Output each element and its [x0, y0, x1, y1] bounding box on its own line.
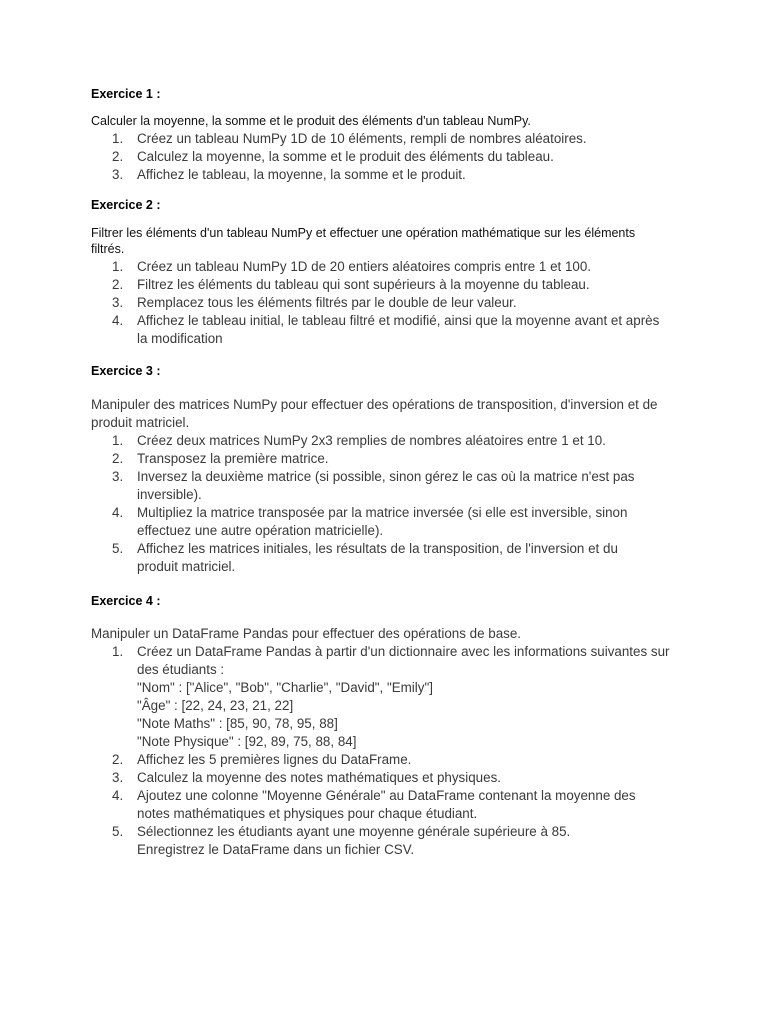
exercise-1-intro: Calculer la moyenne, la somme et le produit des éléments d'un tableau NumPy. — [91, 114, 531, 128]
list-item: 4. Affichez le tableau initial, le tableau filtré et modifié, ainsi que la moyenne avant et après la modification — [112, 313, 660, 346]
exercise-4-body — [91, 625, 691, 859]
list-item: 1. Créez un tableau NumPy 1D de 10 éléments, rempli de nombres aléatoires. — [112, 131, 587, 146]
exercise-1-title: Exercice 1 : — [91, 87, 161, 101]
exercise-3 — [91, 363, 691, 379]
list-item: 5. Affichez les matrices initiales, les résultats de la transposition, de l'inversion et du produit matriciel. — [112, 541, 618, 574]
exercise-1 — [91, 86, 691, 102]
list-item: 4. Multipliez la matrice transposée par la matrice inversée (si elle est inversible, sinon effectuez une autre opération matricielle). — [112, 505, 628, 538]
exercise-4-intro: Manipuler un DataFrame Pandas pour effectuer des opérations de base. — [91, 626, 522, 641]
list-item: 2. Affichez les 5 premières lignes du DataFrame. — [112, 752, 412, 767]
list-item: 2. Transposez la première matrice. — [112, 451, 329, 466]
exercise-3-body — [91, 396, 691, 576]
exercise-3-intro: Manipuler des matrices NumPy pour effectuer des opérations de transposition, d'inversion et de produit matriciel. — [91, 397, 658, 430]
exercise-2 — [91, 197, 691, 213]
list-item: 1. Créez deux matrices NumPy 2x3 remplies de nombres aléatoires entre 1 et 10. — [112, 433, 606, 448]
dict-line-age: "Âge" : [22, 24, 23, 21, 22] — [137, 698, 294, 713]
exercise-1-body — [91, 113, 711, 184]
exercise-3-title: Exercice 3 : — [91, 364, 161, 378]
dict-line-physique: "Note Physique" : [92, 89, 75, 88, 84] — [137, 734, 357, 749]
list-item: 2. Calculez la moyenne, la somme et le produit des éléments du tableau. — [112, 149, 554, 164]
list-item: 5. Sélectionnez les étudiants ayant une moyenne générale supérieure à 85. Enregistrez le DataFrame dans un fichier CSV. — [91, 823, 691, 859]
list-item: 4. Ajoutez une colonne "Moyenne Générale" au DataFrame contenant la moyenne des notes mathématiques et physiques pour chaque étudiant. — [112, 788, 636, 821]
exercise-2-title: Exercice 2 : — [91, 198, 161, 212]
dict-line-nom: "Nom" : ["Alice", "Bob", "Charlie", "David", "Emily"] — [137, 680, 433, 695]
list-item: 3. Inversez la deuxième matrice (si possible, sinon gérez le cas où la matrice n'est pas inversible). — [112, 469, 635, 502]
exercise-4-steps — [91, 643, 691, 859]
exercise-4 — [91, 593, 691, 609]
exercise-2-steps — [91, 258, 711, 348]
dict-line-maths: "Note Maths" : [85, 90, 78, 95, 88] — [137, 716, 338, 731]
exercise-4-title: Exercice 4 : — [91, 594, 161, 608]
list-item: 1. Créez un tableau NumPy 1D de 20 entiers aléatoires compris entre 1 et 100. — [112, 259, 592, 274]
list-item: 2. Filtrez les éléments du tableau qui sont supérieurs à la moyenne du tableau. — [112, 277, 590, 292]
list-item: 3. Calculez la moyenne des notes mathématiques et physiques. — [112, 770, 501, 785]
exercise-2-body — [91, 225, 711, 348]
exercise-3-steps — [91, 432, 691, 576]
exercise-1-steps — [91, 130, 711, 184]
exercise-4-step5-extra: Enregistrez le DataFrame dans un fichier CSV. — [137, 842, 415, 857]
list-item: 1. Créez un DataFrame Pandas à partir d'un dictionnaire avec les informations suivantes sur des étudiants : "Nom" : ["Alice", "Bob", "Charlie", "David", "Emily"] "Âge" : [22, 24, 23, 21, 22] "Note Maths" : [85, 90, 78, 95, 88] "Note Physique" : [92, 89, 75, 88, 84] — [112, 644, 670, 749]
list-item: 3. Affichez le tableau, la moyenne, la somme et le produit. — [112, 167, 466, 182]
exercise-2-intro: Filtrer les éléments d'un tableau NumPy et effectuer une opération mathématique sur les éléments filtrés. — [91, 226, 636, 256]
list-item: 3. Remplacez tous les éléments filtrés par le double de leur valeur. — [112, 295, 517, 310]
